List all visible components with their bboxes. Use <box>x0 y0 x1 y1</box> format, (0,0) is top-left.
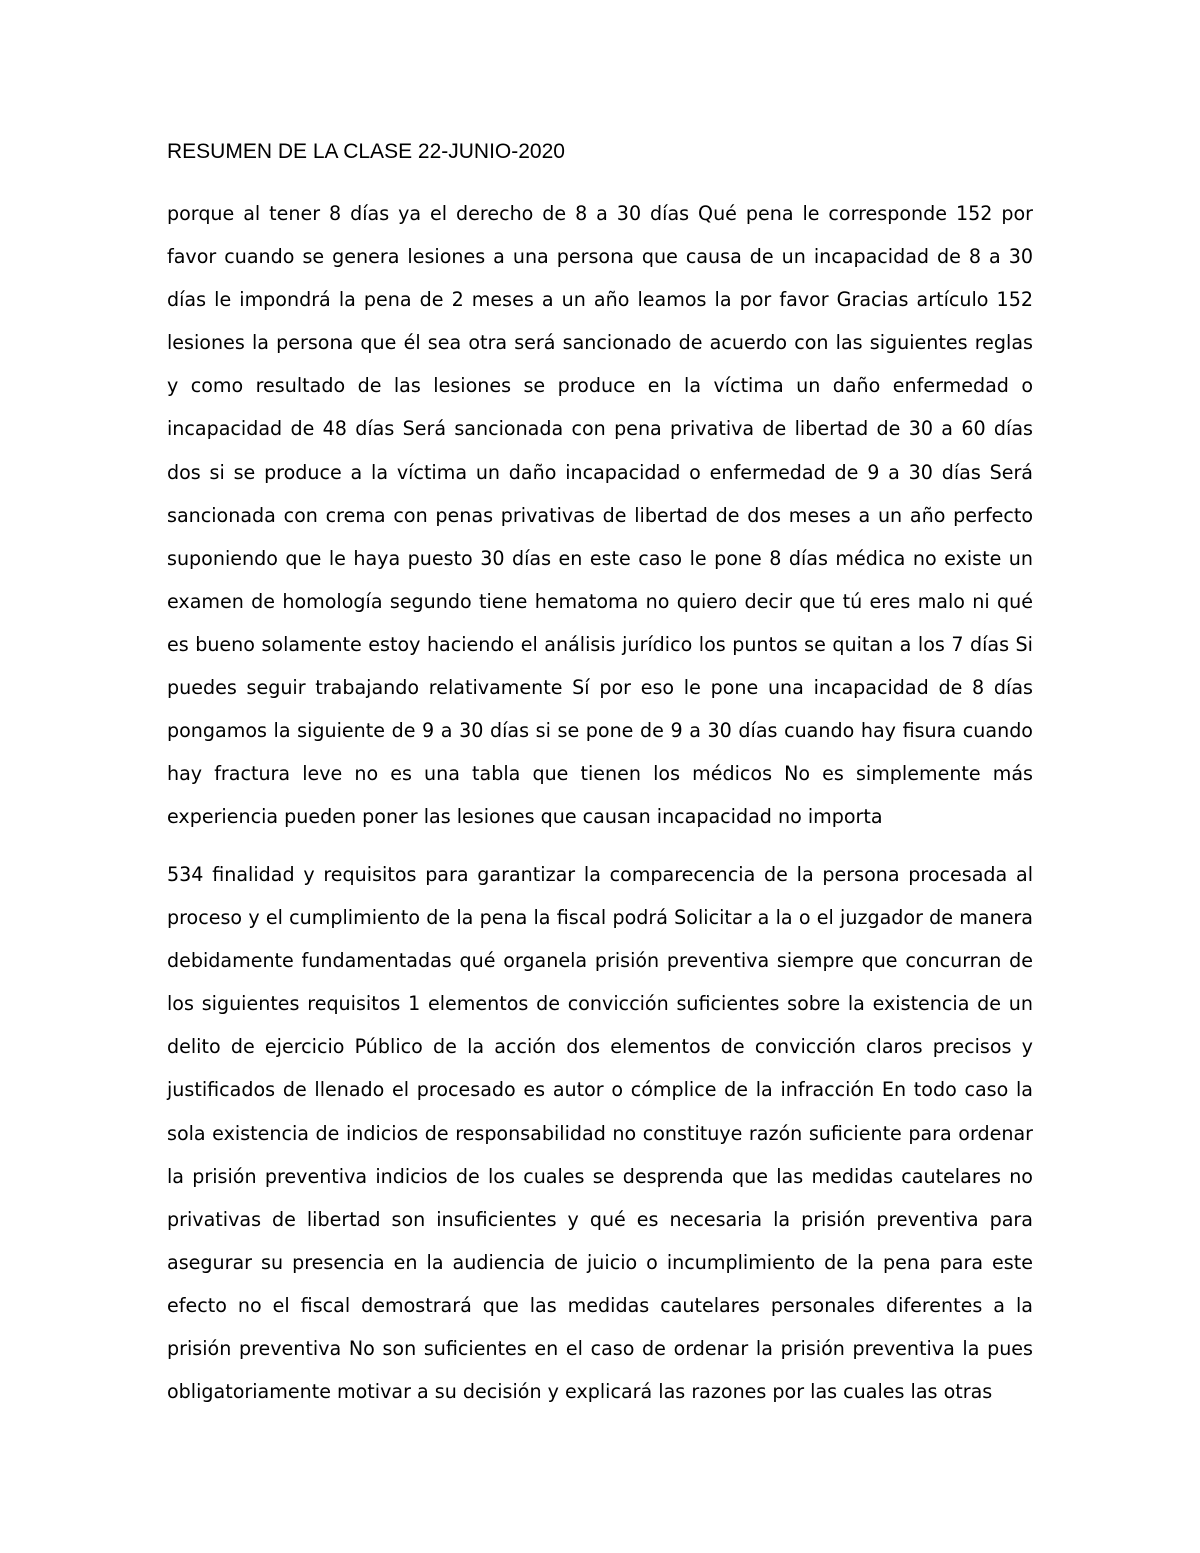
document-title: RESUMEN DE LA CLASE 22-JUNIO-2020 <box>167 140 565 163</box>
paragraph-prision-preventiva: 534 finalidad y requisitos para garantizar la comparecencia de la persona procesada al proceso y el cumplimiento de la pena la fiscal podrá Solicitar a la o el juzgador de manera debidamente fundamentadas qué organela prisión preventiva siempre que concurran de los siguientes requisitos 1 elementos de convicción suficientes sobre la existencia de un delito de ejercicio Público de la acción dos elementos de convicción claros precisos y justificados de llenado el procesado es autor o cómplice de la infracción En todo caso la sola existencia de indicios de responsabilidad no constituye razón suficiente para ordenar la prisión preventiva indicios de los cuales se desprenda que las medidas cautelares no privativas de libertad son insuficientes y qué es necesaria la prisión preventiva para asegurar su presencia en la audiencia de juicio o incumplimiento de la pena para este efecto no el fiscal demostrará que las medidas cautelares personales diferentes a la prisión preventiva No son suficientes en el caso de ordenar la prisión preventiva la pues obligatoriamente motivar a su decisión y explicará las razones por las cuales las otras <box>167 863 1033 1404</box>
paragraph-lesiones: porque al tener 8 días ya el derecho de 8 a 30 días Qué pena le corresponde 152 por favor cuando se genera lesiones a una persona que causa de un incapacidad de 8 a 30 días le impondrá la pena de 2 meses a un año leamos la por favor Gracias artículo 152 lesiones la persona que él sea otra será sancionado de acuerdo con las siguientes reglas y como resultado de las lesiones se produce en la víctima un daño enfermedad o incapacidad de 48 días Será sancionada con pena privativa de libertad de 30 a 60 días dos si se produce a la víctima un daño incapacidad o enfermedad de 9 a 30 días Será sancionada con crema con penas privativas de libertad de dos meses a un año perfecto suponiendo que le haya puesto 30 días en este caso le pone 8 días médica no existe un examen de homología segundo tiene hematoma no quiero decir que tú eres malo ni qué es bueno solamente estoy haciendo el análisis jurídico los puntos se quitan a los 7 días Si puedes seguir trabajando relativamente Sí por eso le pone una incapacidad de 8 días pongamos la siguiente de 9 a 30 días si se pone de 9 a 30 días cuando hay fisura cuando hay fractura leve no es una tabla que tienen los médicos No es simplemente más experiencia pueden poner las lesiones que causan incapacidad no importa <box>167 202 1033 829</box>
